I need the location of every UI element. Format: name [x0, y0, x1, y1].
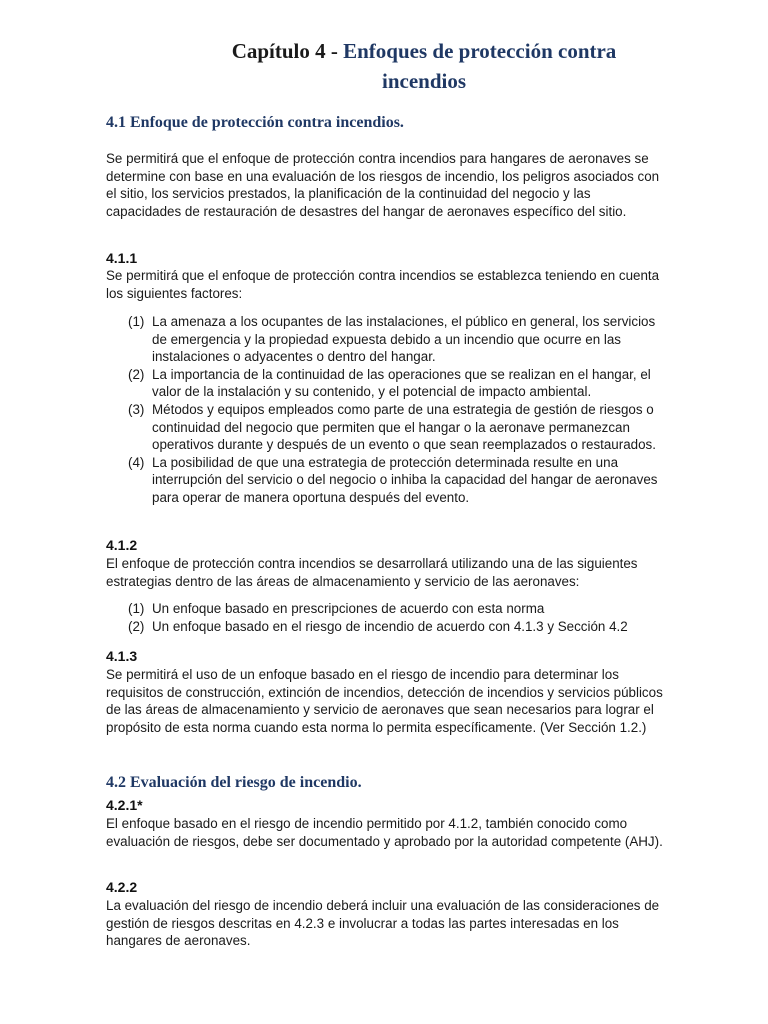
chapter-name: Enfoques de protección contra incendios: [343, 39, 617, 93]
list-item-text: Métodos y equipos empleados como parte de una estrategia de gestión de riesgos o continuidad del negocio que permiten que el hangar o la aeronave permanezcan operativos durante y después de un evento o que sean reemplazados o restaurados.: [152, 401, 656, 453]
list-item-number: (2): [128, 366, 145, 382]
subsection-4-2-2-number: 4.2.2: [106, 879, 138, 895]
section-4-2-heading: 4.2 Evaluación del riesgo de incendio.: [106, 774, 362, 791]
list-item-number: (4): [128, 454, 145, 470]
section-4-1-intro: Se permitirá que el enfoque de protección contra incendios para hangares de aeronaves se determine con base en una evaluación de los riesgos de incendio, los peligros asociados con el sitio, los servicios prestados, la planificación de la continuidad del negocio y las capacidades de restauración de desastres del hangar de aeronaves específico del sitio.: [106, 151, 660, 219]
subsection-4-2-1-number: 4.2.1*: [106, 797, 143, 813]
list-item: [128, 366, 668, 401]
subsection-4-1-1-text: Se permitirá que el enfoque de protección contra incendios se establezca teniendo en cuenta los siguientes factores:: [106, 268, 660, 301]
subsection-4-1-3-text: Se permitirá el uso de un enfoque basado en el riesgo de incendio para determinar los requisitos de construcción, extinción de incendios, detección de incendios y servicios públicos de las áreas de almacenamiento y servicio de aeronaves que sean necesarios para lograr el propósito de esta norma cuando esta norma lo permita específicamente. (Ver Sección 1.2.): [106, 667, 663, 735]
list-item: [128, 313, 668, 366]
list-item-number: (1): [128, 601, 145, 616]
subsection-4-1-2-number: 4.1.2: [106, 537, 138, 553]
list-item: [128, 401, 668, 454]
section-4-1-heading: 4.1 Enfoque de protección contra incendios.: [106, 114, 404, 131]
chapter-title: [200, 36, 648, 96]
list-item-text: La amenaza a los ocupantes de las instalaciones, el público en general, los servicios de emergencia y la propiedad expuesta debido a un incendio que ocurre en las instalaciones o adyacentes o dentro del hangar.: [152, 314, 656, 365]
subsection-4-1-1-number: 4.1.1: [106, 250, 138, 266]
factors-list: [128, 313, 668, 507]
strategies-list: [128, 600, 668, 635]
list-item-text: Un enfoque basado en prescripciones de acuerdo con esta norma: [152, 601, 545, 616]
list-item: [128, 454, 668, 507]
subsection-4-2-2-text: La evaluación del riesgo de incendio deberá incluir una evaluación de las consideraciones de gestión de riesgos descritas en 4.2.3 e involucrar a todas las partes interesadas en los hangares de aeronaves.: [106, 898, 660, 949]
list-item: [128, 618, 668, 636]
list-item-number: (2): [128, 618, 145, 634]
list-item-number: (3): [128, 401, 145, 417]
subsection-4-1-3-number: 4.1.3: [106, 648, 138, 664]
list-item-number: (1): [128, 314, 145, 329]
chapter-prefix: Capítulo 4 -: [231, 39, 344, 63]
subsection-4-2-1-text: El enfoque basado en el riesgo de incendio permitido por 4.1.2, también conocido como evaluación de riesgos, debe ser documentado y aprobado por la autoridad competente (AHJ).: [106, 816, 663, 849]
list-item-text: La importancia de la continuidad de las operaciones que se realizan en el hangar, el valor de la instalación y su contenido, y el potencial de impacto ambiental.: [152, 366, 651, 400]
list-item-text: La posibilidad de que una estrategia de protección determinada resulte en una interrupción del servicio o del negocio o inhiba la capacidad del hangar de aeronaves para operar de manera oportuna después del evento.: [152, 454, 658, 505]
subsection-4-1-2-text: El enfoque de protección contra incendios se desarrollará utilizando una de las siguientes estrategias dentro de las áreas de almacenamiento y servicio de las aeronaves:: [106, 556, 638, 589]
list-item: [128, 600, 668, 618]
list-item-text: Un enfoque basado en el riesgo de incendio de acuerdo con 4.1.3 y Sección 4.2: [152, 618, 628, 634]
